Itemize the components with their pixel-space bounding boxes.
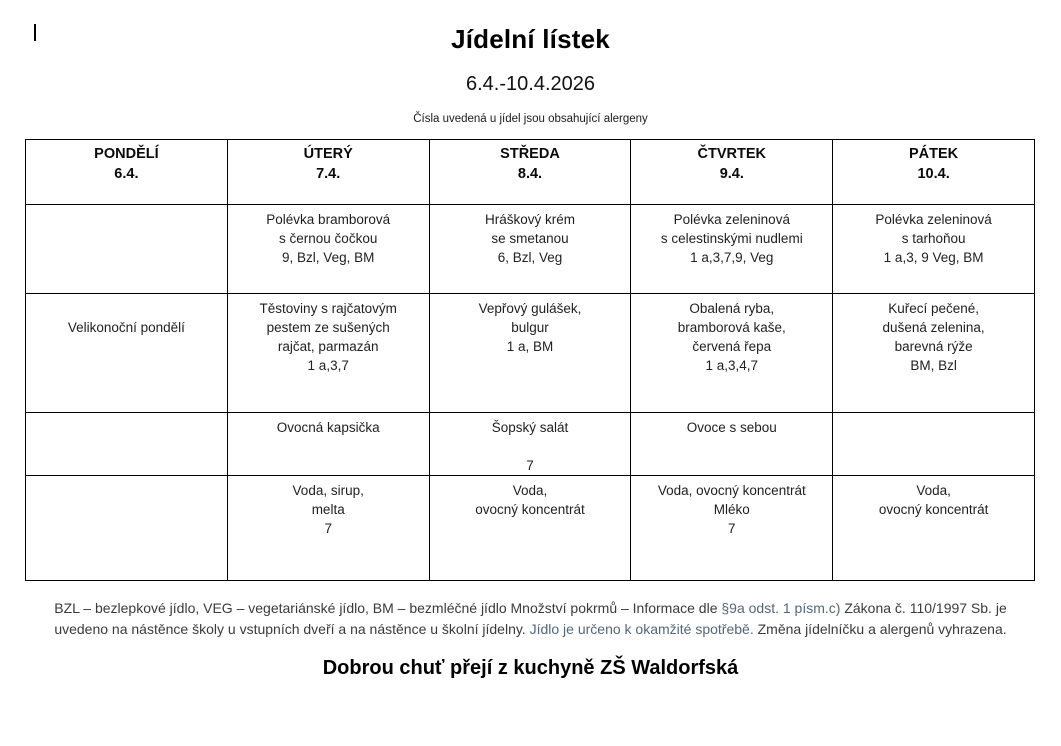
menu-cell-dessert-4: Ovoce s sebou [631,413,833,476]
menu-cell-main-course-5: Kuřecí pečené, dušená zelenina, barevná rýže BM, Bzl [833,294,1035,413]
footer-line-1 [0,598,1061,619]
menu-cell-dessert-2: Ovocná kapsička [227,413,429,476]
menu-cell-soup-4: Polévka zeleninová s celestinskými nudlemi 1 a,3,7,9, Veg [631,205,833,294]
menu-cell-dessert-5 [833,413,1035,476]
menu-cell-main-course-3: Vepřový gulášek, bulgur 1 a, BM [429,294,631,413]
allergen-note: Čísla uvedená u jídel jsou obsahující alergeny [413,113,648,125]
menu-table-header-row [26,140,1035,205]
footer-text: uvedeno na nástěnce školy u vstupních dveří a na nástěnce u školní jídelny. [54,621,530,637]
page-title: Jídelní lístek [451,24,610,54]
menu-cell-drinks-3: Voda, ovocný koncentrát [429,476,631,581]
menu-cell-dessert-1 [26,413,228,476]
footer-accent-text: §9a odst. 1 písm.c) [721,600,841,616]
day-header-5: PÁTEK 10.4. [833,140,1035,205]
menu-document [0,24,1061,680]
menu-table [25,139,1035,581]
date-range: 6.4.-10.4.2026 [466,73,595,95]
footer-line-2 [0,619,1061,640]
menu-row-dessert [26,413,1035,476]
menu-row-drinks [26,476,1035,581]
day-header-2: ÚTERÝ 7.4. [227,140,429,205]
day-header-3: STŘEDA 8.4. [429,140,631,205]
menu-cell-soup-5: Polévka zeleninová s tarhoňou 1 a,3, 9 Veg, BM [833,205,1035,294]
closing-message: Dobrou chuť přejí z kuchyně ZŠ Waldorfská [322,657,739,679]
text-cursor-mark [34,24,36,41]
menu-cell-drinks-2: Voda, sirup, melta 7 [227,476,429,581]
footer-text: Zákona č. 110/1997 Sb. je [840,600,1007,616]
menu-row-soup [26,205,1035,294]
footer-text: BZL – bezlepkové jídlo, VEG – vegetariánské jídlo, BM – bezmléčné jídlo Množství pokrmů – Informace dle [54,600,722,616]
day-header-1: PONDĚLÍ 6.4. [26,140,228,205]
menu-cell-drinks-5: Voda, ovocný koncentrát [833,476,1035,581]
footer-accent-text: Jídlo je určeno k okamžité spotřebě. [529,621,754,637]
menu-cell-main-course-4: Obalená ryba, bramborová kaše, červená řepa 1 a,3,4,7 [631,294,833,413]
menu-row-main-course [26,294,1035,413]
day-header-4: ČTVRTEK 9.4. [631,140,833,205]
menu-cell-drinks-1 [26,476,228,581]
menu-cell-drinks-4: Voda, ovocný koncentrát Mléko 7 [631,476,833,581]
footer-note [0,598,1061,640]
menu-cell-main-course-2: Těstoviny s rajčatovým pestem ze sušených rajčat, parmazán 1 a,3,7 [227,294,429,413]
menu-cell-soup-2: Polévka bramborová s černou čočkou 9, Bzl, Veg, BM [227,205,429,294]
menu-cell-soup-1 [26,205,228,294]
menu-cell-main-course-1: Velikonoční pondělí [26,294,228,413]
menu-cell-dessert-3: Šopský salát 7 [429,413,631,476]
menu-cell-soup-3: Hráškový krém se smetanou 6, Bzl, Veg [429,205,631,294]
footer-text: Změna jídelníčku a alergenů vyhrazena. [753,621,1007,637]
